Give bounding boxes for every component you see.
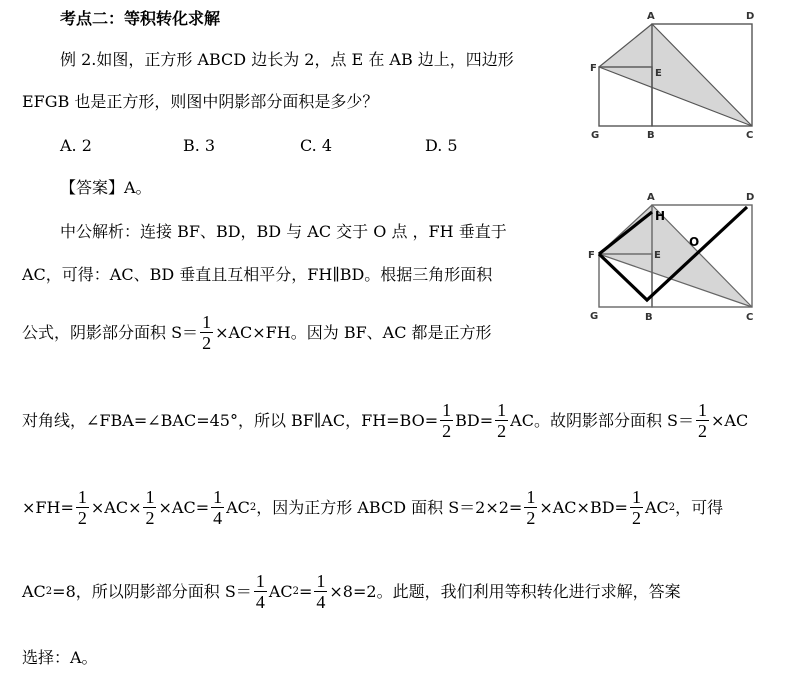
analysis-line-2: AC，可得：AC、BD 垂直且互相平分，FH∥BD。根据三角形面积: [22, 265, 493, 284]
option-b: B. 3: [183, 136, 216, 155]
text: AC: [644, 497, 669, 517]
text: ×FH=: [22, 497, 74, 517]
analysis-line-1: 中公解析：连接 BF、BD，BD 与 AC 交于 O 点 ，FH 垂直于: [60, 222, 507, 241]
text: ×AC×: [90, 497, 142, 517]
shaded-triangle: [599, 205, 752, 307]
text: BD=: [455, 410, 494, 430]
label-h: H: [655, 209, 666, 223]
text: ×AC×FH。因为 BF、AC 都是正方形: [215, 322, 492, 342]
fraction-quarter: $\frac{1}{4}$: [213, 487, 223, 528]
label-b: B: [645, 312, 653, 323]
fraction-half: $\frac{1}{2}$: [145, 487, 155, 528]
option-a: A. 2: [60, 136, 92, 155]
label-a: A: [647, 11, 655, 22]
label-o: O: [689, 235, 700, 249]
label-g: G: [591, 130, 600, 141]
figure-2-diagram: [585, 188, 765, 328]
text: AC: [268, 581, 293, 601]
label-c: C: [746, 130, 754, 141]
option-c: C. 4: [300, 136, 333, 155]
superscript: 2: [668, 501, 676, 513]
label-a: A: [647, 192, 655, 203]
label-b: B: [647, 130, 655, 141]
fraction-quarter: $\frac{1}{4}$: [316, 571, 326, 612]
analysis-line-6: [22, 571, 681, 612]
text: =: [298, 581, 313, 601]
analysis-line-7: 选择：A。: [22, 648, 98, 667]
text: ×AC=: [158, 497, 210, 517]
fraction-quarter: $\frac{1}{4}$: [255, 571, 265, 612]
superscript: 2: [249, 501, 257, 513]
fraction-half: $\frac{1}{2}$: [497, 400, 507, 441]
text: ×AC: [711, 410, 749, 430]
fraction-half: $\frac{1}{2}$: [631, 487, 641, 528]
text: ×AC×BD=: [539, 497, 628, 517]
text: 公式，阴影部分面积 S＝: [22, 322, 199, 342]
option-d: D. 5: [425, 136, 458, 155]
text: AC。故阴影部分面积 S＝: [510, 410, 694, 430]
fraction-half: $\frac{1}{2}$: [698, 400, 707, 441]
text: AC: [22, 581, 46, 601]
fraction-half: $\frac{1}{2}$: [442, 400, 452, 441]
example-line-1: 例 2.如图，正方形 ABCD 边长为 2，点 E 在 AB 边上，四边形: [60, 50, 514, 69]
label-d: D: [746, 11, 755, 22]
text: ，因为正方形 ABCD 面积 S＝2×2=: [256, 497, 523, 517]
label-g: G: [590, 311, 599, 322]
label-d: D: [746, 192, 755, 203]
label-f: F: [590, 63, 597, 74]
analysis-line-5: [22, 487, 723, 528]
label-f: F: [588, 250, 595, 261]
section-title: 考点二：等积转化求解: [60, 9, 221, 28]
analysis-line-4: [22, 400, 748, 441]
answer: 【答案】A。: [60, 178, 152, 197]
text: ，可得: [675, 497, 724, 517]
fraction-half: $\frac{1}{2}$: [202, 312, 212, 353]
superscript: 2: [292, 585, 299, 597]
text: ×8=2。此题，我们利用等积转化进行求解，答案: [329, 581, 681, 601]
fraction-half: $\frac{1}{2}$: [526, 487, 536, 528]
superscript: 2: [45, 585, 53, 597]
fraction-half: $\frac{1}{2}$: [77, 487, 87, 528]
analysis-line-3: [22, 312, 492, 353]
label-e: E: [654, 250, 661, 261]
text: 对角线，∠FBA=∠BAC=45°，所以 BF∥AC，FH=BO=: [22, 410, 439, 430]
label-c: C: [746, 312, 754, 323]
figure-1-diagram: [585, 6, 765, 146]
example-line-2: EFGB 也是正方形，则图中阴影部分面积是多少？: [22, 92, 379, 111]
text: =8，所以阴影部分面积 S＝: [52, 581, 252, 601]
text: AC: [226, 497, 250, 517]
shaded-triangle: [599, 24, 752, 126]
label-e: E: [655, 68, 662, 79]
